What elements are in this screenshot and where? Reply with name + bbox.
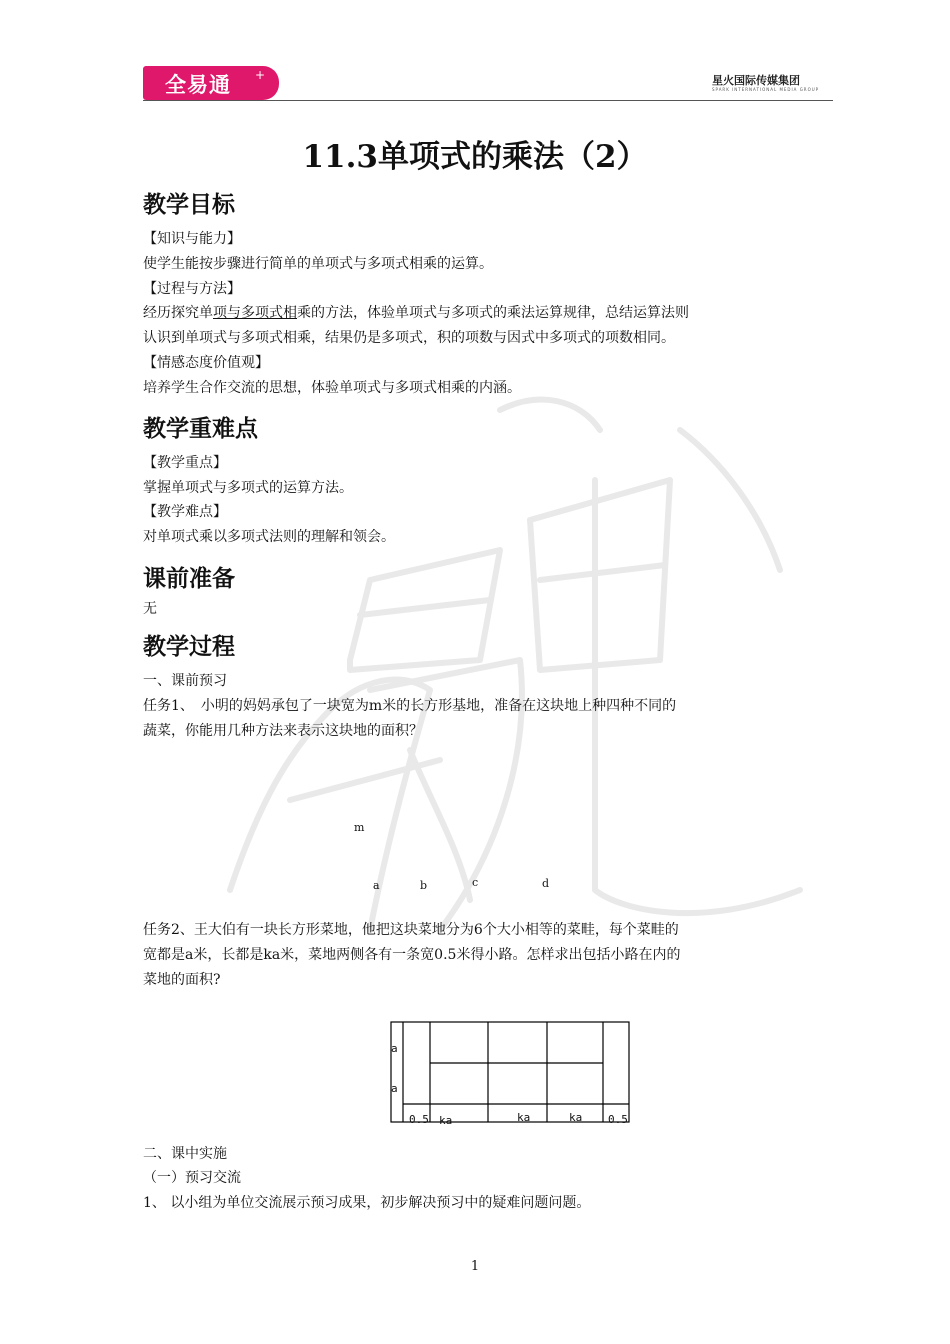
grid-label-a-upper: a: [391, 1042, 398, 1055]
brand-logo-text: 全易通: [165, 73, 231, 97]
header-divider: [143, 100, 833, 101]
grid-label-path-right: 0.5: [608, 1113, 628, 1126]
heading-objectives: 教学目标: [143, 192, 235, 218]
part1-label: 一、课前预习: [143, 673, 227, 689]
page-title: 11.3单项式的乘法（2）: [302, 139, 648, 175]
task2-line1: 任务2、王大伯有一块长方形菜地，他把这块菜地分为6个大小相等的菜畦，每个菜畦的: [143, 922, 679, 938]
diagram1-label-m: m: [354, 821, 365, 834]
task2-line3: 菜地的面积?: [143, 972, 221, 988]
plot-grid-diagram: [388, 1018, 634, 1128]
heading-process: 教学过程: [143, 634, 235, 660]
diagram1-label-d: d: [542, 877, 550, 890]
grid-label-ka-3: ka: [569, 1111, 583, 1124]
focus-text: 掌握单项式与多项式的运算方法。: [143, 480, 353, 496]
page-number: 1: [470, 1259, 480, 1274]
task2-line2: 宽都是a米，长都是ka米，菜地两侧各有一条宽0.5米得小路。怎样求出包括小路在内的: [143, 947, 681, 963]
process-text-line2: 认识到单项式与多项式相乘，结果仍是多项式，积的项数与因式中多项式的项数相同。: [143, 330, 675, 346]
grid-label-path-left: 0.5: [409, 1113, 429, 1126]
difficulty-tag: 【教学难点】: [143, 504, 227, 520]
diagram1-label-b: b: [420, 879, 428, 892]
brand-logo: [143, 66, 279, 100]
difficulty-text: 对单项式乘以多项式法则的理解和领会。: [143, 529, 395, 545]
watermark-logo: [200, 330, 840, 970]
knowledge-text: 使学生能按步骤进行简单的单项式与多项式相乘的运算。: [143, 256, 493, 272]
preparation-text: 无: [143, 601, 157, 617]
focus-tag: 【教学重点】: [143, 455, 227, 471]
plot-outer-border: [391, 1022, 629, 1122]
emotion-tag: 【情感态度价值观】: [143, 355, 269, 371]
task1-line1: 任务1、 小明的妈妈承包了一块宽为m米的长方形基地，准备在这块地上种四种不同的: [143, 698, 677, 714]
grid-label-a-lower: a: [391, 1082, 398, 1095]
task1-line2: 蔬菜，你能用几种方法来表示这块地的面积？: [143, 723, 423, 739]
publisher-name: 星火国际传媒集团: [712, 74, 800, 87]
diagram1-label-c: c: [472, 876, 479, 889]
heading-key-points: 教学重难点: [143, 416, 258, 442]
sparkle-icon: +: [254, 68, 265, 82]
part2-label: 二、课中实施: [143, 1146, 227, 1162]
knowledge-tag: 【知识与能力】: [143, 231, 241, 247]
emotion-text: 培养学生合作交流的思想，体验单项式与多项式相乘的内涵。: [143, 380, 521, 396]
diagram1-label-a: a: [373, 879, 380, 892]
process-text-line1: [143, 304, 689, 322]
publisher-subtitle: SPARK INTERNATIONAL MEDIA GROUP: [712, 87, 820, 92]
heading-preparation: 课前准备: [143, 566, 235, 592]
item1-text: 1、 以小组为单位交流展示预习成果，初步解决预习中的疑难问题问题。: [143, 1195, 591, 1211]
sub1-label: （一）预习交流: [143, 1170, 241, 1186]
grid-label-ka-2: ka: [517, 1111, 531, 1124]
process-text-b: 乘的方法，体验单项式与多项式的乘法运算规律，总结运算法则: [297, 305, 689, 321]
grid-label-ka-1: ka: [439, 1114, 453, 1127]
process-text-a: 经历探究单: [143, 305, 213, 321]
process-tag: 【过程与方法】: [143, 281, 241, 297]
process-text-underlined: 项与多项式相: [213, 305, 297, 321]
